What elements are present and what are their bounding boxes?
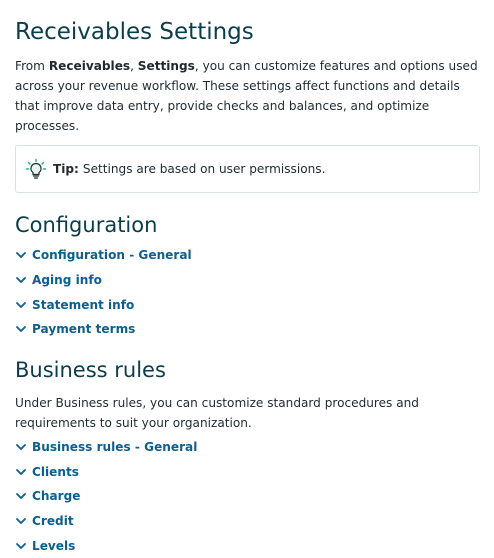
configuration-heading: Configuration xyxy=(15,211,480,239)
business-rules-description: Under Business rules, you can customize standard procedures and requirements to suit your organization. xyxy=(15,393,480,433)
expand-label: Clients xyxy=(32,465,79,479)
expand-label: Payment terms xyxy=(32,322,135,336)
intro-text: , xyxy=(130,59,138,73)
expand-aging-info[interactable] xyxy=(15,268,480,293)
chevron-down-icon xyxy=(15,466,27,478)
expand-label: Aging info xyxy=(32,273,102,287)
chevron-down-icon xyxy=(15,249,27,261)
expand-levels[interactable] xyxy=(15,534,480,558)
expand-label: Configuration - General xyxy=(32,248,192,262)
tip-label: Tip: xyxy=(53,162,79,176)
intro-bold-receivables: Receivables xyxy=(49,59,130,73)
expand-configuration-general[interactable] xyxy=(15,243,480,268)
chevron-down-icon xyxy=(15,441,27,453)
expand-label: Statement info xyxy=(32,298,134,312)
expand-label: Levels xyxy=(32,539,75,553)
chevron-down-icon xyxy=(15,515,27,527)
expand-credit[interactable] xyxy=(15,509,480,534)
configuration-list xyxy=(15,243,480,342)
expand-business-rules-general[interactable] xyxy=(15,435,480,460)
business-rules-heading: Business rules xyxy=(15,356,480,384)
chevron-down-icon xyxy=(15,274,27,286)
expand-label: Charge xyxy=(32,489,80,503)
intro-paragraph xyxy=(15,56,480,136)
chevron-down-icon xyxy=(15,299,27,311)
tip-text: Settings are based on user permissions. xyxy=(83,162,326,176)
intro-text: , you can customize features and options used across your revenue workflow. These settings affect functions and details that improve data entry, provide checks and balances, and optimize processes. xyxy=(15,59,478,133)
lightbulb-icon xyxy=(25,158,47,180)
chevron-down-icon xyxy=(15,490,27,502)
page-title: Receivables Settings xyxy=(15,0,480,47)
expand-label: Business rules - General xyxy=(32,440,197,454)
intro-bold-settings: Settings xyxy=(138,59,195,73)
expand-clients[interactable] xyxy=(15,459,480,484)
intro-text: From xyxy=(15,59,49,73)
expand-payment-terms[interactable] xyxy=(15,317,480,342)
tip-callout xyxy=(15,145,480,193)
expand-charge[interactable] xyxy=(15,484,480,509)
chevron-down-icon xyxy=(15,540,27,552)
business-rules-list xyxy=(15,435,480,558)
expand-statement-info[interactable] xyxy=(15,292,480,317)
expand-label: Credit xyxy=(32,514,74,528)
chevron-down-icon xyxy=(15,323,27,335)
